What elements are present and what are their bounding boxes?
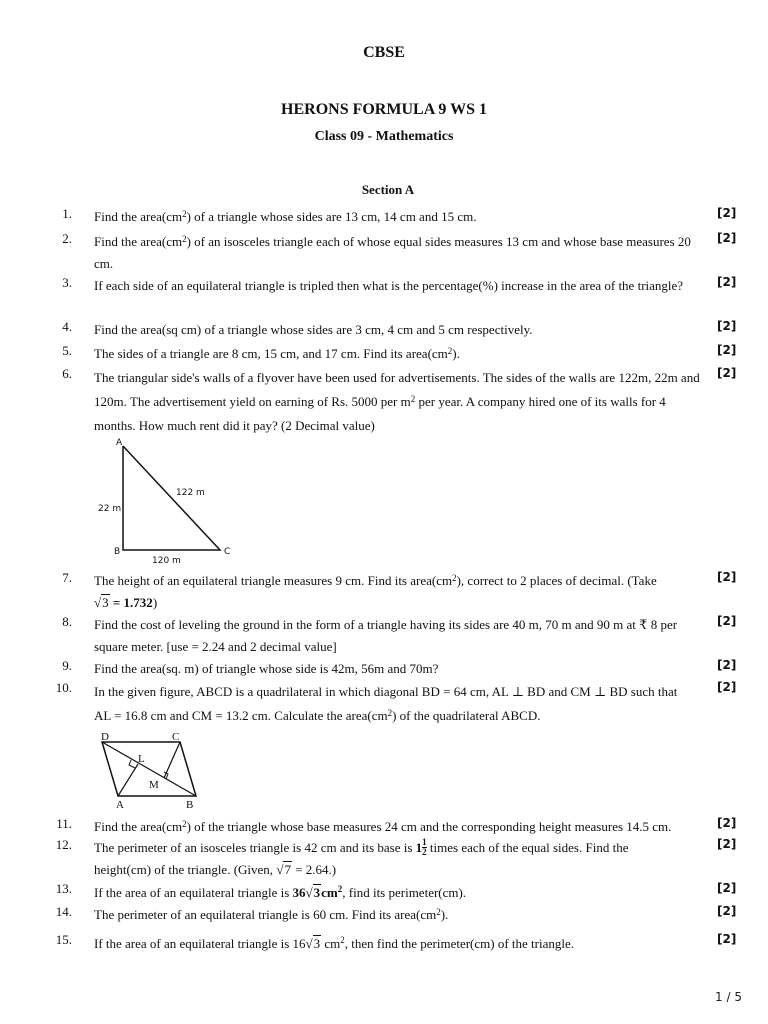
marks-badge: [2] bbox=[717, 231, 737, 245]
question-number: 12. bbox=[55, 837, 72, 852]
board-heading: CBSE bbox=[363, 44, 405, 61]
marks-badge: [2] bbox=[717, 343, 737, 357]
marks-badge: [2] bbox=[717, 275, 737, 289]
question-text: The triangular side's walls of a flyover have been used for advertisements. The sides of the walls are 122m, 22m and 120m. The advertisement yield on earning of Rs. 5000 per $m^2$ per year. A company hired one of its walls for 4 months. How much rent did it pay? (2 Decimal value) bbox=[94, 370, 700, 433]
base-label: 120 m bbox=[152, 556, 181, 566]
question-number: 3. bbox=[62, 275, 72, 290]
vertex-label-b: B bbox=[186, 799, 194, 811]
marks-badge: [2] bbox=[717, 658, 737, 672]
question-text: In the given figure, ABCD is a quadrilateral in which diagonal BD = 64 cm, AL ⊥ BD and CM ⊥ BD such that AL = 16.8 cm and CM = 13.2 cm. Calculate the $area(cm^2)$ of the quadrilateral ABCD. bbox=[94, 684, 678, 723]
vertex-label-c: C bbox=[172, 731, 180, 743]
question-text: The height of an equilateral triangle measures 9 cm. Find its $area(cm^2)$, correct to 2 places of decimal. (Take √3 = 1.732) bbox=[94, 573, 657, 610]
question-number: 11. bbox=[56, 816, 72, 831]
question-number: 15. bbox=[55, 932, 72, 947]
question-number: 13. bbox=[55, 881, 72, 896]
marks-badge: [2] bbox=[717, 570, 737, 584]
page-number: 1 / 5 bbox=[715, 990, 742, 1004]
worksheet-title: HERONS FORMULA 9 WS 1 bbox=[281, 101, 487, 118]
quadrilateral-figure bbox=[94, 728, 206, 812]
question-text: The sides of a triangle are 8 cm, 15 cm, and 17 cm. Find its $area(cm^2)$. bbox=[94, 346, 460, 361]
question-text: Find the $area(cm^2)$ of a triangle whose sides are 13 cm, 14 cm and 15 cm. bbox=[94, 209, 477, 224]
vertex-label-d: D bbox=[101, 731, 109, 743]
marks-badge: [2] bbox=[717, 319, 737, 333]
question-number: 10. bbox=[55, 680, 72, 695]
marks-badge: [2] bbox=[717, 206, 737, 220]
marks-badge: [2] bbox=[717, 904, 737, 918]
vertex-label-a: A bbox=[116, 438, 123, 448]
hypotenuse-label: 122 m bbox=[176, 488, 205, 498]
vertex-label-c: C bbox=[224, 547, 231, 557]
question-text: If each side of an equilateral triangle is tripled then what is the percentage(%) increase in the area of the triangle? bbox=[94, 278, 684, 293]
foot-label-m: M bbox=[149, 779, 159, 791]
question-text: If the area of an equilateral triangle is 16√3 $cm^2$, then find the perimeter(cm) of the triangle. bbox=[94, 935, 575, 951]
question-number: 1. bbox=[62, 206, 72, 221]
question-number: 8. bbox=[62, 614, 72, 629]
question-text: The perimeter of an isosceles triangle is 42 cm and its base is 1 $\frac{1}{2}$ times each of the equal sides. Find the height(cm) of the triangle. (Given, √7 = 2.64.) bbox=[94, 836, 629, 877]
question-number: 6. bbox=[62, 366, 72, 381]
marks-badge: [2] bbox=[717, 881, 737, 895]
marks-badge: [2] bbox=[717, 680, 737, 694]
question-number: 9. bbox=[62, 658, 72, 673]
foot-label-l: L bbox=[138, 753, 145, 765]
question-number: 2. bbox=[62, 231, 72, 246]
question-text: Find the cost of leveling the ground in the form of a triangle having its sides are 40 m, 70 m and 90 m at ₹ 8 per square meter. [use = 2.24 and 2 decimal value] bbox=[94, 617, 678, 654]
right-triangle-figure bbox=[94, 436, 244, 568]
question-text: If the area of an equilateral triangle is $36√3cm^2$, find its perimeter(cm). bbox=[94, 884, 467, 900]
question-text: Find the area(sq cm) of a triangle whose sides are 3 cm, 4 cm and 5 cm respectively. bbox=[94, 322, 533, 337]
height-label: 22 m bbox=[98, 504, 122, 514]
marks-badge: [2] bbox=[717, 932, 737, 946]
question-number: 5. bbox=[62, 343, 72, 358]
question-text: Find the area(sq. m) of triangle whose side is 42m, 56m and 70m? bbox=[94, 661, 439, 676]
marks-badge: [2] bbox=[717, 614, 737, 628]
section-heading: Section A bbox=[361, 182, 415, 197]
question-text: Find the $area(cm^2)$ of an isosceles triangle each of whose equal sides measures 13 cm and whose base measures 20 cm. bbox=[94, 234, 691, 271]
vertex-label-a: A bbox=[116, 799, 124, 811]
question-text: Find the $area(cm^2)$ of the triangle whose base measures 24 cm and the corresponding height measures 14.5 cm. bbox=[94, 819, 672, 834]
question-number: 7. bbox=[62, 570, 72, 585]
question-text: The perimeter of an equilateral triangle is 60 cm. Find its $area(cm^2)$. bbox=[94, 907, 449, 922]
vertex-label-b: B bbox=[114, 547, 121, 557]
question-number: 4. bbox=[62, 319, 72, 334]
class-subtitle: Class 09 - Mathematics bbox=[314, 129, 454, 144]
marks-badge: [2] bbox=[717, 837, 737, 851]
marks-badge: [2] bbox=[717, 816, 737, 830]
question-number: 14. bbox=[55, 904, 72, 919]
marks-badge: [2] bbox=[717, 366, 737, 380]
